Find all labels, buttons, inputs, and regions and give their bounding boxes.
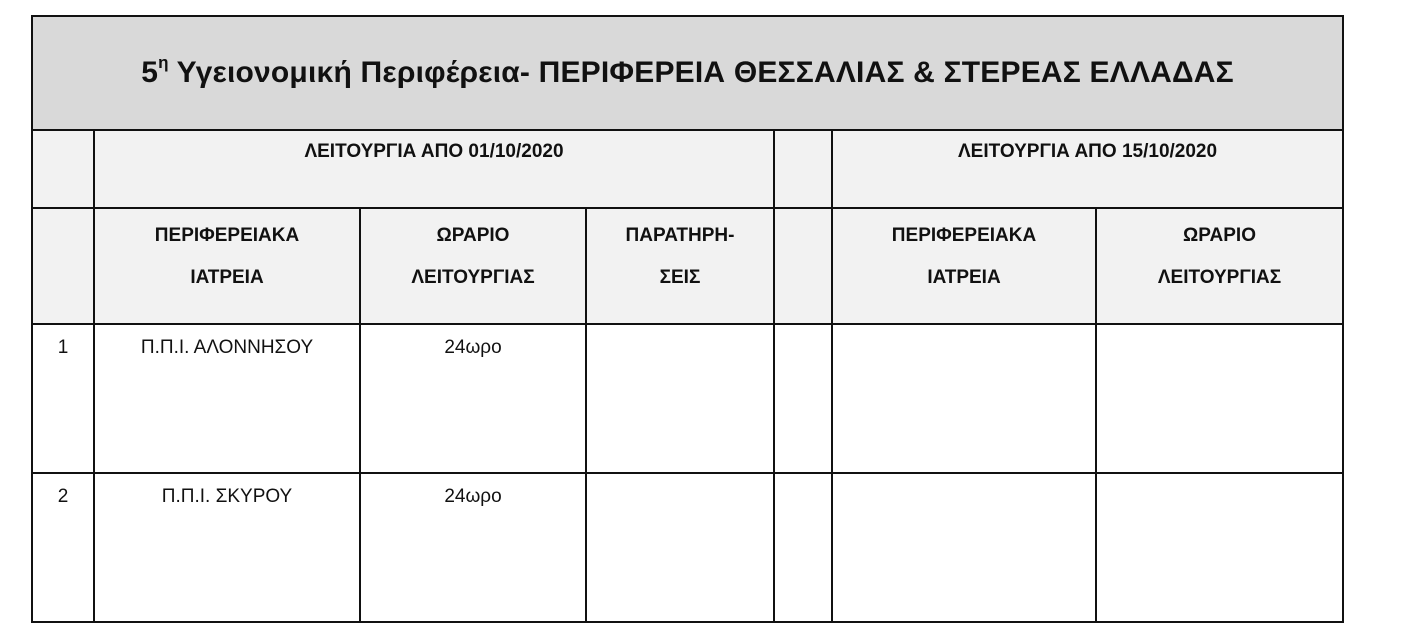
group-header-right (832, 130, 1343, 208)
hours-cell-2 (1096, 324, 1343, 473)
title-text: Υγειονομική Περιφέρεια- ΠΕΡΙΦΕΡΕΙΑ ΘΕΣΣΑΛΙΑΣ & ΣΤΕΡΕΑΣ ΕΛΛΑΔΑΣ (168, 56, 1234, 89)
column-header-hours-2 (1096, 208, 1343, 324)
column-header-notes-line1: ΠΑΡΑΤΗΡΗ- (625, 225, 735, 246)
column-header-hours (360, 208, 586, 324)
row-number: 1 (32, 324, 94, 473)
schedule-table (31, 15, 1344, 623)
column-header-clinics (94, 208, 360, 324)
column-header-clinics-2-line1: ΠΕΡΙΦΕΡΕΙΑΚΑ (891, 225, 1037, 246)
spacer-cell (774, 324, 832, 473)
spacer-cell (774, 130, 832, 208)
column-header-clinics-2-line2: ΙΑΤΡΕΙΑ (927, 267, 1001, 288)
title-prefix: 5 (141, 56, 159, 89)
group-header-right-label: ΛΕΙΤΟΥΡΓΙΑ ΑΠΟ 15/10/2020 (957, 141, 1218, 162)
column-header-clinics-2 (832, 208, 1096, 324)
column-header-notes-line2: ΣΕΙΣ (659, 267, 701, 288)
clinic-name-cell-2 (832, 324, 1096, 473)
column-header-clinics-line1: ΠΕΡΙΦΕΡΕΙΑΚΑ (154, 225, 300, 246)
spacer-cell (774, 473, 832, 622)
column-header-hours-2-line2: ΛΕΙΤΟΥΡΓΙΑΣ (1157, 267, 1282, 288)
hours-cell: 24ωρο (360, 324, 586, 473)
table-row (32, 324, 1343, 473)
notes-cell (586, 473, 774, 622)
column-header-clinics-line2: ΙΑΤΡΕΙΑ (190, 267, 264, 288)
notes-cell (586, 324, 774, 473)
blank-cell (32, 130, 94, 208)
spacer-cell (774, 208, 832, 324)
clinic-name-cell: Π.Π.Ι. ΑΛΟΝΝΗΣΟΥ (94, 324, 360, 473)
column-header-notes (586, 208, 774, 324)
column-header-hours-line2: ΛΕΙΤΟΥΡΓΙΑΣ (411, 267, 535, 288)
hours-cell-2 (1096, 473, 1343, 622)
hours-cell: 24ωρο (360, 473, 586, 622)
column-header-hours-2-line1: ΩΡΑΡΙΟ (1183, 225, 1256, 246)
table-row (32, 473, 1343, 622)
page-title (32, 16, 1343, 130)
clinic-name-cell: Π.Π.Ι. ΣΚΥΡΟΥ (94, 473, 360, 622)
row-number: 2 (32, 473, 94, 622)
group-header-left-label: ΛΕΙΤΟΥΡΓΙΑ ΑΠΟ 01/10/2020 (304, 141, 564, 162)
clinic-name-cell-2 (832, 473, 1096, 622)
blank-cell (32, 208, 94, 324)
title-superscript: η (158, 53, 169, 72)
group-header-left (94, 130, 774, 208)
column-header-hours-line1: ΩΡΑΡΙΟ (436, 225, 510, 246)
